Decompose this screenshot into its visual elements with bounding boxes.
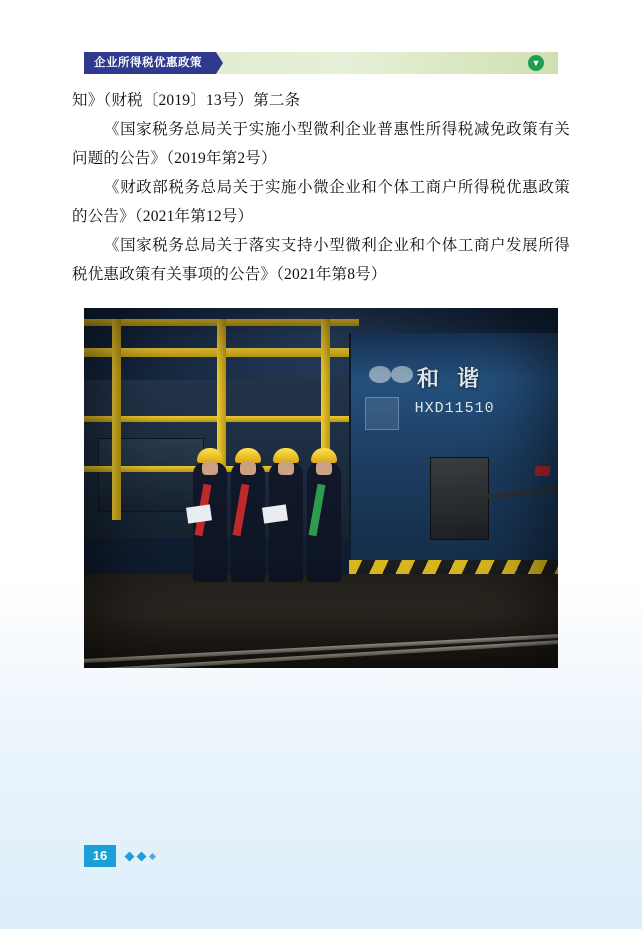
photo-figure — [84, 308, 558, 668]
paragraph-continuation: 知》（财税〔2019〕13号）第二条 — [72, 92, 301, 109]
depot-floor — [84, 574, 558, 668]
chapter-title-tab: 企业所得税优惠政策 — [84, 52, 216, 74]
worker-1 — [193, 462, 227, 582]
locomotive-equipment-box — [430, 457, 489, 540]
paragraph-doc-ref-3: 《国家税务总局关于落实支持小型微利企业和个体工商户发展所得税优惠政策有关事项的公告》（2021年第8号） — [72, 237, 570, 283]
locomotive-red-lever — [535, 466, 550, 476]
locomotive-headlight — [369, 366, 391, 383]
photo-image — [84, 308, 558, 668]
worker-face — [202, 462, 218, 475]
worker-3 — [269, 462, 303, 582]
hardhat-icon — [197, 448, 223, 463]
locomotive-name-text: 和 谐 — [416, 365, 485, 391]
worker-face — [278, 462, 294, 475]
worker-document — [262, 504, 288, 523]
worker-face — [240, 462, 256, 475]
locomotive-hose — [487, 486, 558, 499]
worker-sash — [308, 483, 325, 536]
gantry-post-left — [112, 319, 121, 521]
diamond-icon — [149, 852, 156, 859]
worker-face — [316, 462, 332, 475]
body-content — [72, 86, 570, 289]
footer-decoration — [121, 853, 155, 860]
locomotive-id-text: HXD11510 — [414, 399, 495, 417]
hardhat-icon — [311, 448, 337, 463]
page-footer — [84, 845, 155, 867]
worker-sash — [232, 483, 249, 536]
hardhat-icon — [235, 448, 261, 463]
page-header — [84, 52, 558, 74]
paragraph-doc-ref-1: 《国家税务总局关于实施小型微利企业普惠性所得税减免政策有关问题的公告》（2019年第2号） — [72, 121, 570, 167]
worker-document — [186, 504, 212, 523]
hardhat-icon — [273, 448, 299, 463]
paragraph-doc-ref-2: 《财政部税务总局关于实施小微企业和个体工商户所得税优惠政策的公告》（2021年第12号） — [72, 179, 570, 225]
locomotive-sign-plate — [365, 397, 400, 430]
page-number: 16 — [84, 845, 116, 867]
diamond-icon — [137, 851, 147, 861]
worker-2 — [231, 462, 265, 582]
circle-arrow-down-icon: ▼ — [528, 55, 544, 71]
worker-4 — [307, 462, 341, 582]
locomotive — [349, 333, 558, 571]
diamond-icon — [125, 851, 135, 861]
